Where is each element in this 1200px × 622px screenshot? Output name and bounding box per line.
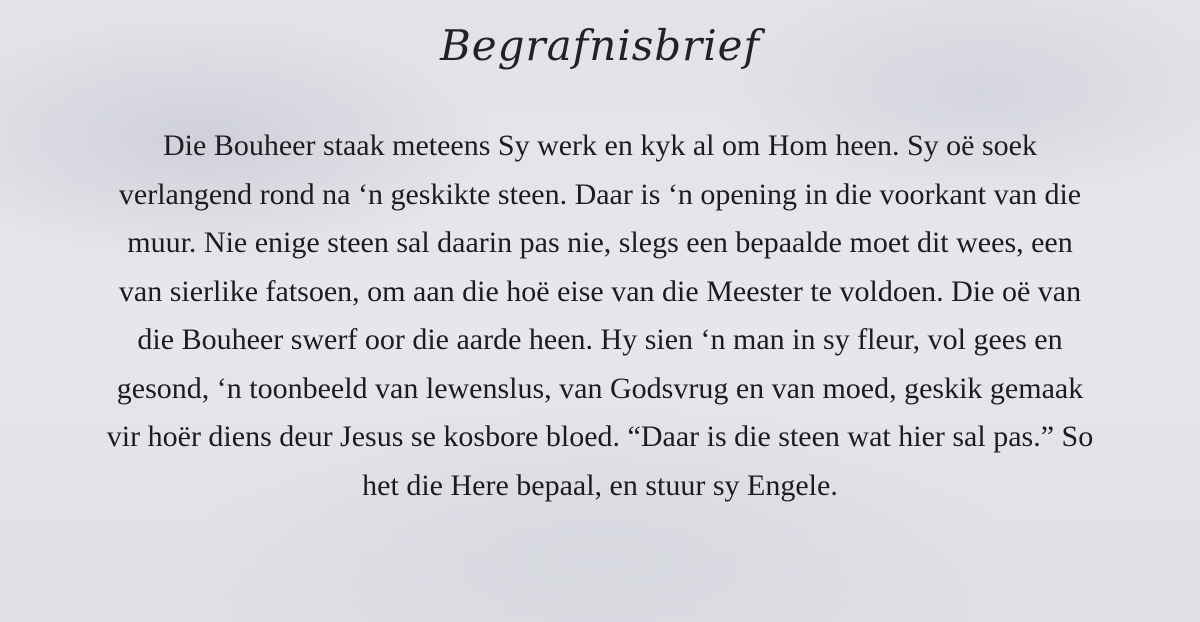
body-line: vir hoër diens deur Jesus se kosbore bloed. “Daar is die steen wat hier sal pas.” So [106,420,1094,453]
body-line: muur. Nie enige steen sal daarin pas nie, slegs een bepaalde moet dit wees, een [127,226,1073,259]
body-line: verlangend rond na ‘n geskikte steen. Daar is ‘n opening in die voorkant van die [118,177,1082,211]
body-line: die Bouheer swerf oor die aarde heen. Hy sien ‘n man in sy fleur, vol gees en [137,323,1063,356]
body-line: het die Here bepaal, en stuur sy Engele. [362,468,838,502]
body-line: van sierlike fatsoen, om aan die hoë eise van die Meester te voldoen. Die oë van [118,274,1082,308]
document-title: Begrafnisbrief [439,21,761,70]
body-line: gesond, ‘n toonbeeld van lewenslus, van Godsvrug en van moed, geskik gemaak [116,371,1084,405]
document-body [30,122,1170,510]
body-line: Die Bouheer staak meteens Sy werk en kyk al om Hom heen. Sy oë soek [163,129,1037,162]
